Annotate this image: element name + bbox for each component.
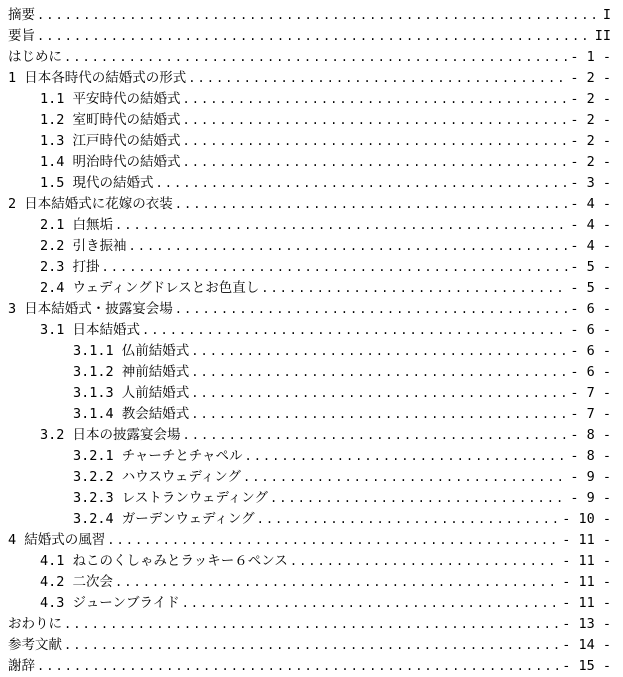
toc-entry-title: 2.3 打掛 [40,257,102,278]
toc-entry-page-number: - 2 - [570,133,611,149]
toc-entry-title: 4 結婚式の風習 [8,530,107,551]
toc-entry-page-number: - 5 - [570,259,611,275]
toc-dot-leader [270,488,568,509]
toc-dot-leader [183,131,569,152]
toc-entry-title: はじめに [8,47,64,68]
toc-entry-title: 3.2.4 ガーデンウェディング [73,509,257,530]
toc-dot-leader [183,425,569,446]
toc-entry-title: 3.1.2 神前結婚式 [73,362,191,383]
toc-entry[interactable] [0,425,623,446]
toc-entry[interactable] [0,173,623,194]
toc-entry[interactable] [0,194,623,215]
toc-entry[interactable] [0,320,623,341]
toc-entry-title: 3.2.1 チャーチとチャペル [73,446,244,467]
toc-entry-title: 4.2 二次会 [40,572,115,593]
toc-entry-page-number: - 11 - [562,595,611,611]
toc-entry-title: 4.3 ジューンブライド [40,593,182,614]
toc-dot-leader [175,194,569,215]
toc-entry-page-number: - 2 - [570,112,611,128]
toc-entry-page-number: - 10 - [562,511,611,527]
toc-dot-leader [183,110,569,131]
toc-dot-leader [115,215,568,236]
toc-dot-leader [175,299,569,320]
toc-entry[interactable] [0,278,623,299]
toc-entry-title: 3.1 日本結婚式 [40,320,142,341]
toc-entry[interactable] [0,572,623,593]
toc-entry-title: 1.4 明治時代の結婚式 [40,152,183,173]
toc-entry-page-number: - 4 - [570,217,611,233]
toc-dot-leader [182,593,561,614]
toc-dot-leader [191,383,568,404]
toc-entry[interactable] [0,299,623,320]
toc-dot-leader [102,257,569,278]
toc-entry-title: おわりに [8,614,64,635]
toc-entry-title: 1 日本各時代の結婚式の形式 [8,68,188,89]
toc-entry[interactable] [0,110,623,131]
toc-entry-title: 3.1.3 人前結婚式 [73,383,191,404]
toc-entry-page-number: I [602,7,611,23]
toc-entry[interactable] [0,257,623,278]
toc-entry[interactable] [0,152,623,173]
toc-dot-leader [257,509,561,530]
toc-entry-title: 2.1 白無垢 [40,215,115,236]
toc-entry-page-number: - 13 - [562,616,611,632]
toc-entry-title: 2.2 引き振袖 [40,236,129,257]
toc-dot-leader [261,278,568,299]
toc-dot-leader [244,446,568,467]
toc-entry-title: 参考文献 [8,635,64,656]
toc-dot-leader [188,68,568,89]
toc-entry-title: 1.5 現代の結婚式 [40,173,156,194]
toc-entry-page-number: - 9 - [570,490,611,506]
toc-entry-title: 2.4 ウェディングドレスとお色直し [40,278,261,299]
toc-dot-leader [142,320,568,341]
toc-entry[interactable] [0,215,623,236]
toc-entry-title: 要旨 [8,26,37,47]
toc-entry[interactable] [0,614,623,635]
toc-entry-page-number: - 5 - [570,280,611,296]
toc-entry[interactable] [0,131,623,152]
toc-dot-leader [37,26,593,47]
toc-entry-page-number: - 3 - [570,175,611,191]
toc-dot-leader [64,47,568,68]
toc-entry[interactable] [0,551,623,572]
toc-entry[interactable] [0,530,623,551]
toc-dot-leader [37,5,601,26]
toc-entry-page-number: - 6 - [570,364,611,380]
toc-dot-leader [243,467,568,488]
toc-entry-page-number: - 2 - [570,154,611,170]
toc-entry[interactable] [0,5,623,26]
toc-entry-page-number: - 7 - [570,385,611,401]
toc-entry-title: 3.2 日本の披露宴会場 [40,425,183,446]
toc-entry-page-number: II [594,28,611,44]
toc-dot-leader [290,551,560,572]
toc-entry-page-number: - 4 - [570,238,611,254]
toc-entry[interactable] [0,593,623,614]
toc-entry-title: 4.1 ねこのくしゃみとラッキー６ペンス [40,551,290,572]
toc-entry-title: 謝辞 [8,656,37,677]
toc-entry-title: 3.1.4 教会結婚式 [73,404,191,425]
toc-entry[interactable] [0,47,623,68]
toc-entry-title: 3.2.2 ハウスウェディング [73,467,243,488]
toc-entry[interactable] [0,467,623,488]
toc-entry[interactable] [0,488,623,509]
toc-entry[interactable] [0,26,623,47]
toc-dot-leader [37,656,560,677]
toc-dot-leader [183,89,569,110]
toc-entry-title: 1.2 室町時代の結婚式 [40,110,183,131]
toc-entry[interactable] [0,341,623,362]
toc-dot-leader [64,635,560,656]
toc-entry-page-number: - 6 - [570,301,611,317]
toc-dot-leader [183,152,569,173]
toc-entry-page-number: - 8 - [570,448,611,464]
toc-entry-page-number: - 4 - [570,196,611,212]
toc-entry-title: 2 日本結婚式に花嫁の衣装 [8,194,175,215]
toc-entry-page-number: - 15 - [562,658,611,674]
toc-entry-page-number: - 9 - [570,469,611,485]
toc-entry-page-number: - 6 - [570,322,611,338]
toc-entry-page-number: - 2 - [570,91,611,107]
toc-entry-page-number: - 2 - [570,70,611,86]
toc-entry-title: 1.1 平安時代の結婚式 [40,89,183,110]
toc-entry-title: 3.1.1 仏前結婚式 [73,341,191,362]
toc-dot-leader [191,404,568,425]
toc-dot-leader [115,572,560,593]
toc-entry[interactable] [0,635,623,656]
toc-dot-leader [191,341,568,362]
toc-entry[interactable] [0,446,623,467]
toc-entry-page-number: - 7 - [570,406,611,422]
toc-entry[interactable] [0,509,623,530]
toc-entry-title: 摘要 [8,5,37,26]
toc-entry-page-number: - 8 - [570,427,611,443]
toc-entry[interactable] [0,362,623,383]
toc-dot-leader [64,614,560,635]
toc-entry-title: 3 日本結婚式・披露宴会場 [8,299,175,320]
toc-entry-page-number: - 1 - [570,49,611,65]
toc-entry[interactable] [0,89,623,110]
toc-entry[interactable] [0,656,623,677]
toc-dot-leader [129,236,569,257]
toc-entry[interactable] [0,383,623,404]
toc-entry-page-number: - 11 - [562,553,611,569]
toc-entry-page-number: - 11 - [562,574,611,590]
toc-dot-leader [191,362,568,383]
toc-entry-title: 3.2.3 レストランウェディング [73,488,270,509]
toc-entry[interactable] [0,68,623,89]
toc-entry-page-number: - 14 - [562,637,611,653]
toc-dot-leader [107,530,560,551]
toc-entry-page-number: - 11 - [562,532,611,548]
toc-entry-title: 1.3 江戸時代の結婚式 [40,131,183,152]
toc-entry-page-number: - 6 - [570,343,611,359]
toc-entry[interactable] [0,236,623,257]
toc-entry[interactable] [0,404,623,425]
toc-dot-leader [156,173,569,194]
